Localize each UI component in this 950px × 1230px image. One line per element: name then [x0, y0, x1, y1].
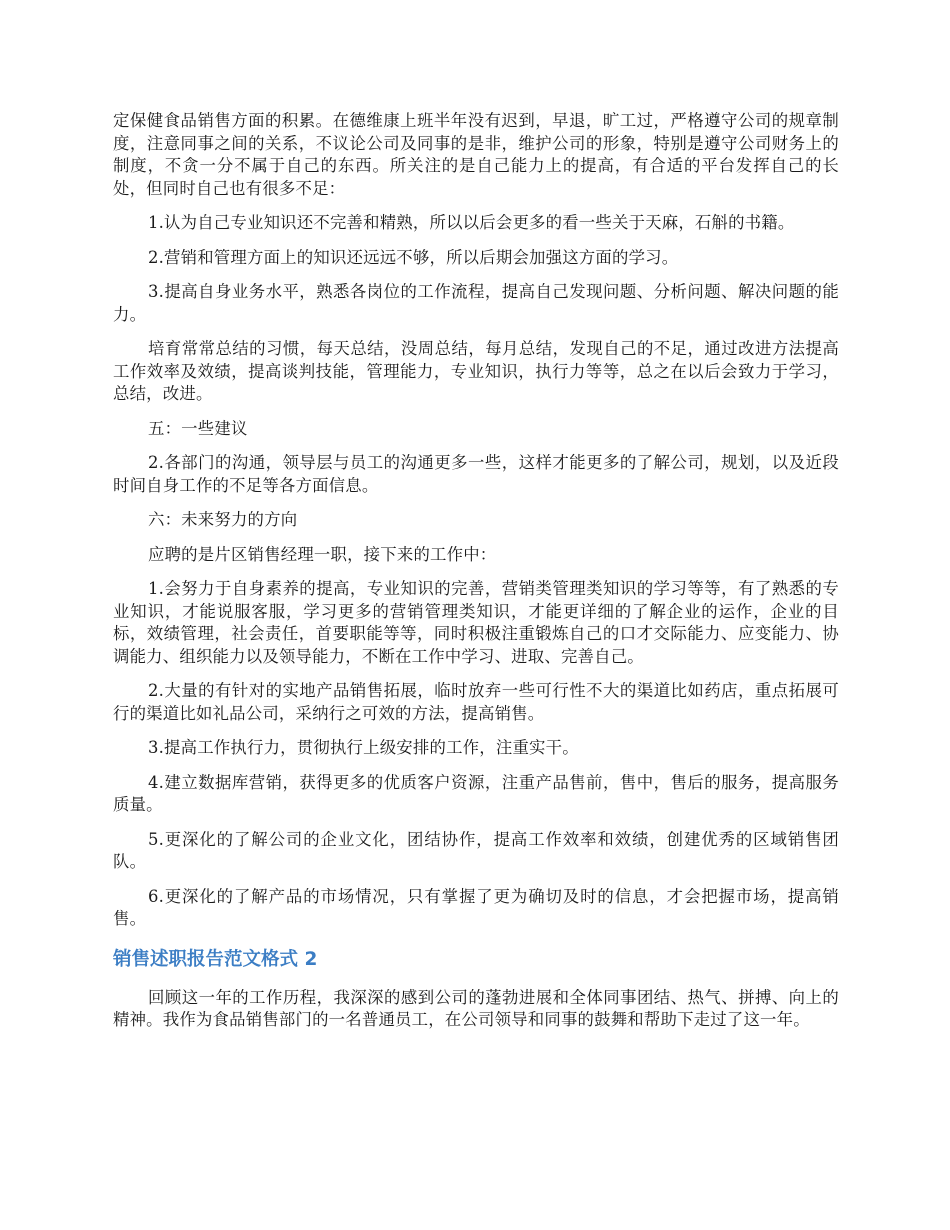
paragraph: 3.提高自身业务水平，熟悉各岗位的工作流程，提高自己发现问题、分析问题、解决问题的能力。: [113, 282, 839, 324]
paragraph: 4.建立数据库营销，获得更多的优质客户资源，注重产品售前，售中，售后的服务，提高服务质量。: [113, 772, 839, 814]
paragraph: 2.各部门的沟通，领导层与员工的沟通更多一些，这样才能更多的了解公司，规划，以及近段时间自身工作的不足等各方面信息。: [113, 453, 839, 495]
paragraph: 2.大量的有针对的实地产品销售拓展，临时放弃一些可行性不大的渠道比如药店，重点拓展可行的渠道比如礼品公司，采纳行之可效的方法，提高销售。: [113, 681, 839, 723]
paragraph: 3.提高工作执行力，贯彻执行上级安排的工作，注重实干。: [148, 738, 579, 757]
section-label: 六：未来努力的方向: [148, 510, 298, 529]
section-label: 五：一些建议: [148, 418, 248, 438]
paragraph: 定保健食品销售方面的积累。在德维康上班半年没有迟到，早退，旷工过，严格遵守公司的规章制度，注意同事之间的关系，不议论公司及同事的是非，维护公司的形象，特别是遵守公司财务上的制度，不贪一分不属于自己的东西。所关注的是自己能力上的提高，有合适的平台发挥自己的长处，但同时自己也有很多不足：: [113, 111, 839, 198]
paragraph: 回顾这一年的工作历程，我深深的感到公司的蓬勃进展和全体同事团结、热气、拼搏、向上的精神。我作为食品销售部门的一名普通员工，在公司领导和同事的鼓舞和帮助下走过了这一年。: [113, 987, 839, 1029]
paragraph: 1.会努力于自身素养的提高，专业知识的完善，营销类管理类知识的学习等等，有了熟悉的专业知识，才能说服客服，学习更多的营销管理类知识，才能更详细的了解企业的运作，企业的目标，效绩管理，社会责任，首要职能等等，同时积极注重锻炼自己的口才交际能力、应变能力、协调能力、组织能力以及领导能力，不断在工作中学习、进取、完善自己。: [113, 579, 839, 666]
paragraph: 应聘的是片区销售经理一职，接下来的工作中：: [148, 544, 497, 564]
document-page: [113, 110, 839, 1044]
paragraph: 培育常常总结的习惯，每天总结，没周总结，每月总结，发现自己的不足，通过改进方法提高工作效率及效绩，提高谈判技能，管理能力，专业知识，执行力等等，总之在以后会致力于学习，总结，改进。: [113, 339, 839, 403]
paragraph: 5.更深化的了解公司的企业文化，团结协作，提高工作效率和效绩，创建优秀的区域销售团队。: [113, 829, 839, 871]
section-heading: 销售述职报告范文格式 2: [113, 948, 318, 970]
paragraph: 6.更深化的了解产品的市场情况，只有掌握了更为确切及时的信息，才会把握市场，提高销售。: [113, 886, 839, 928]
paragraph: 1.认为自己专业知识还不完善和精熟，所以以后会更多的看一些关于天麻，石斛的书籍。: [148, 213, 795, 232]
paragraph: 2.营销和管理方面上的知识还远远不够，所以后期会加强这方面的学习。: [148, 247, 679, 267]
